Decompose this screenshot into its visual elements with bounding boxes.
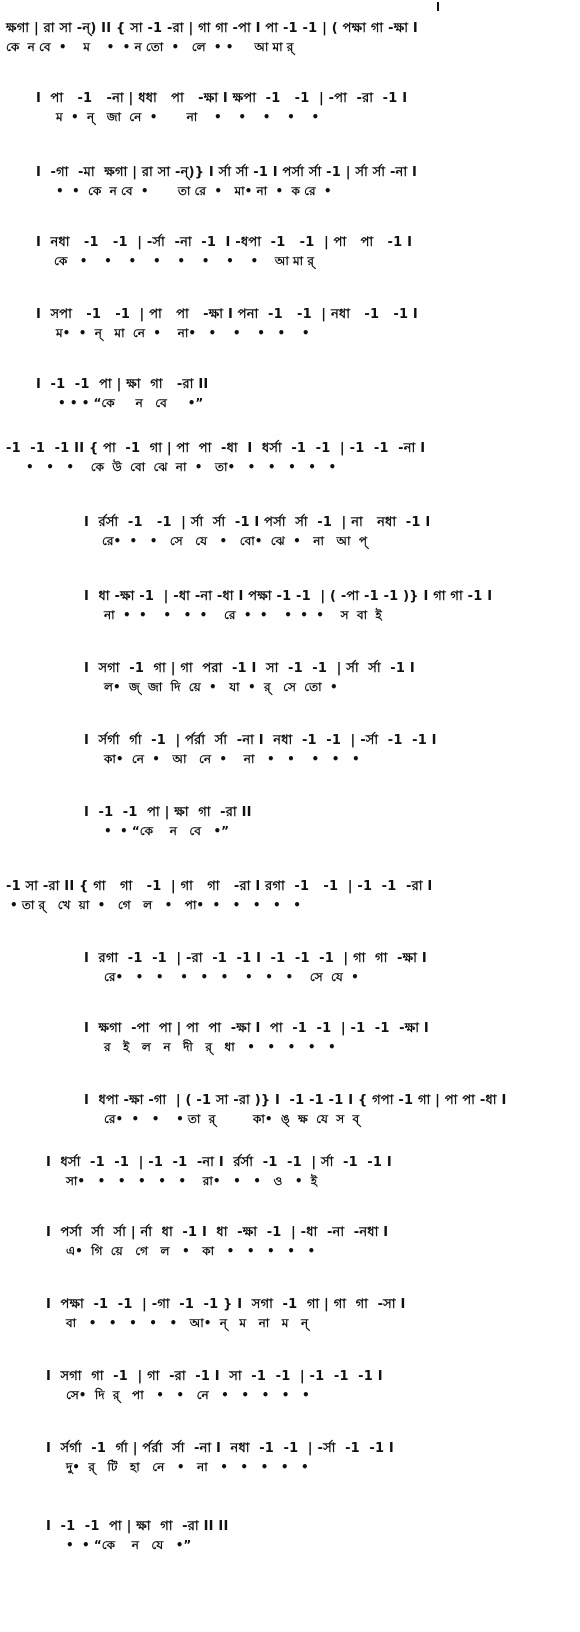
lyrics-row: • • “কে ন যে •” (66, 1538, 192, 1552)
lyrics-row: ল• জ্ জা দি য়ে • যা • র্ সে তো • (104, 680, 338, 694)
notes-row: I ধা -ক্ষা -1 | -ধা -না -ধা I পক্ষা -1 -1 | ( -পা -1 -1 )} I গা গা -1 I (84, 589, 493, 604)
notation-line-16 (84, 1094, 507, 1125)
lyrics-row: ম• • ন্ মা নে • না• • • • • • (56, 326, 310, 340)
notes-row: I ধপা -ক্ষা -গা | ( -1 সা -রা )} I -1 -1 -1 I { গপা -1 গা | পা পা -ধা I (84, 1093, 507, 1108)
notation-line-12 (84, 806, 252, 837)
notes-row: I -1 -1 পা | ক্ষা গা -রা II (36, 377, 209, 392)
notation-line-15 (84, 1022, 429, 1053)
top-mark (437, 2, 439, 11)
lyrics-row: কে ন বে • ম • • ন তো • লে • • আ মা র্ (6, 40, 294, 54)
notes-row: I পক্ষা -1 -1 | -গা -1 -1 } I সগা -1 গা | গা গা -সা I (46, 1297, 406, 1312)
notes-row: I পা -1 -না | ধধা পা -ক্ষা I ক্ষপা -1 -1 | -পা -রা -1 I (36, 91, 408, 106)
notation-line-14 (84, 952, 427, 983)
notes-row: I রগা -1 -1 | -রা -1 -1 I -1 -1 -1 | গা গা -ক্ষা I (84, 951, 427, 966)
notation-line-7 (6, 442, 425, 473)
notation-line-8 (84, 516, 430, 547)
notation-line-13 (6, 880, 432, 911)
lyrics-row: সা• • • • • • রা• • • ও • ই (66, 1174, 318, 1188)
notation-line-18 (46, 1226, 388, 1257)
lyrics-row: কে • • • • • • • • আ মা র্ (54, 254, 314, 268)
notes-row: I সগা -1 গা | গা পরা -1 I সা -1 -1 | র্সা র্সা -1 I (84, 661, 415, 676)
notation-line-10 (84, 662, 415, 693)
lyrics-row: • • • “কে ন বে •” (58, 396, 204, 410)
notes-row: I -গা -মা ক্ষগা | রা সা -ন্‌)} I র্সা র্সা -1 I পর্সা র্সা -1 | র্সা র্সা -না I (36, 165, 418, 180)
notes-row: I সগা গা -1 | গা -রা -1 I সা -1 -1 | -1 -1 -1 I (46, 1369, 383, 1384)
notes-row: ক্ষগা | রা সা -ন্‌) II { সা -1 -রা | গা গা -পা I পা -1 -1 | ( পক্ষা গা -ক্ষা I (6, 21, 418, 36)
notation-line-3 (36, 166, 417, 197)
notation-line-20 (46, 1370, 383, 1401)
notes-row: I র্সর্গা র্গা -1 | র্পর্রা র্সা -না I নধা -1 -1 | -র্সা -1 -1 I (84, 733, 437, 748)
notation-line-4 (36, 236, 412, 267)
notes-row: I র্সর্গা -1 র্গা | র্পর্রা র্সা -না I নধা -1 -1 | -র্সা -1 -1 I (46, 1441, 394, 1456)
notes-row: I -1 -1 পা | ক্ষা গা -রা II (84, 805, 252, 820)
lyrics-row: এ• গি য়ে গে ল • কা • • • • • (66, 1244, 316, 1258)
notation-line-1 (6, 22, 418, 53)
notes-row: -1 সা -রা II { গা গা -1 | গা গা -রা I রগা -1 -1 | -1 -1 -রা I (6, 879, 433, 894)
lyrics-row: রে• • • সে যে • বো• ঝে • না আ প্ (102, 534, 367, 548)
lyrics-row: রে• • • • • • • • • সে যে • (104, 970, 359, 984)
notation-line-6 (36, 378, 208, 409)
notation-line-11 (84, 734, 437, 765)
lyrics-row: সে• দি র্ পা • • নে • • • • • (66, 1388, 310, 1402)
notes-row: I র্রর্সা -1 -1 | র্সা র্সা -1 I পর্সা র্সা -1 | না নধা -1 I (84, 515, 431, 530)
lyrics-row: রে• • • • তা র্ কা• ঙ্ ক্ষ যে স ব্ (104, 1112, 360, 1126)
notes-row: I -1 -1 পা | ক্ষা গা -রা II II (46, 1519, 229, 1534)
notation-line-19 (46, 1298, 406, 1329)
lyrics-row: ম • ন্ জা নে • না • • • • • (56, 110, 320, 124)
lyrics-row: দু• র্ টি হা নে • না • • • • • (66, 1460, 309, 1474)
notation-line-17 (46, 1156, 392, 1187)
lyrics-row: না • • • • • রে • • • • • স বা ই (104, 608, 382, 622)
notation-line-5 (36, 308, 418, 339)
lyrics-row: বা • • • • • আ• ন্ ম না ম ন্ (66, 1316, 309, 1330)
notes-row: -1 -1 -1 II { পা -1 গা | পা পা -ধা I ধর্সা -1 -1 | -1 -1 -না I (6, 441, 426, 456)
notes-row: I ধর্সা -1 -1 | -1 -1 -না I র্রর্সা -1 -1 | র্সা -1 -1 I (46, 1155, 392, 1170)
notation-line-21 (46, 1442, 394, 1473)
notation-line-2 (36, 92, 407, 123)
lyrics-row: • • “কে ন বে •” (104, 824, 230, 838)
notes-row: I ক্ষগা -পা পা | পা পা -ক্ষা I পা -1 -1 | -1 -1 -ক্ষা I (84, 1021, 429, 1036)
notation-line-9 (84, 590, 492, 621)
lyrics-row: র ই ল ন দী র্ ধা • • • • • (104, 1040, 336, 1054)
lyrics-row: • তা র্ খে য়া • গে ল • পা• • • • • • (10, 898, 301, 912)
notes-row: I নধা -1 -1 | -র্সা -না -1 I -ধপা -1 -1 | পা পা -1 I (36, 235, 413, 250)
notes-row: I পর্সা র্সা র্সা | র্না ধা -1 I ধা -ক্ষা -1 | -ধা -না -নধা I (46, 1225, 389, 1240)
lyrics-row: কা• নে • আ নে • না • • • • • (104, 752, 360, 766)
lyrics-row: • • কে ন বে • তা রে • মা• না • ক রে • (56, 184, 332, 198)
notation-line-22 (46, 1520, 228, 1551)
notes-row: I সপা -1 -1 | পা পা -ক্ষা I পনা -1 -1 | নধা -1 -1 I (36, 307, 418, 322)
lyrics-row: • • • কে উ বো ঝে না • তা• • • • • • (26, 460, 337, 474)
